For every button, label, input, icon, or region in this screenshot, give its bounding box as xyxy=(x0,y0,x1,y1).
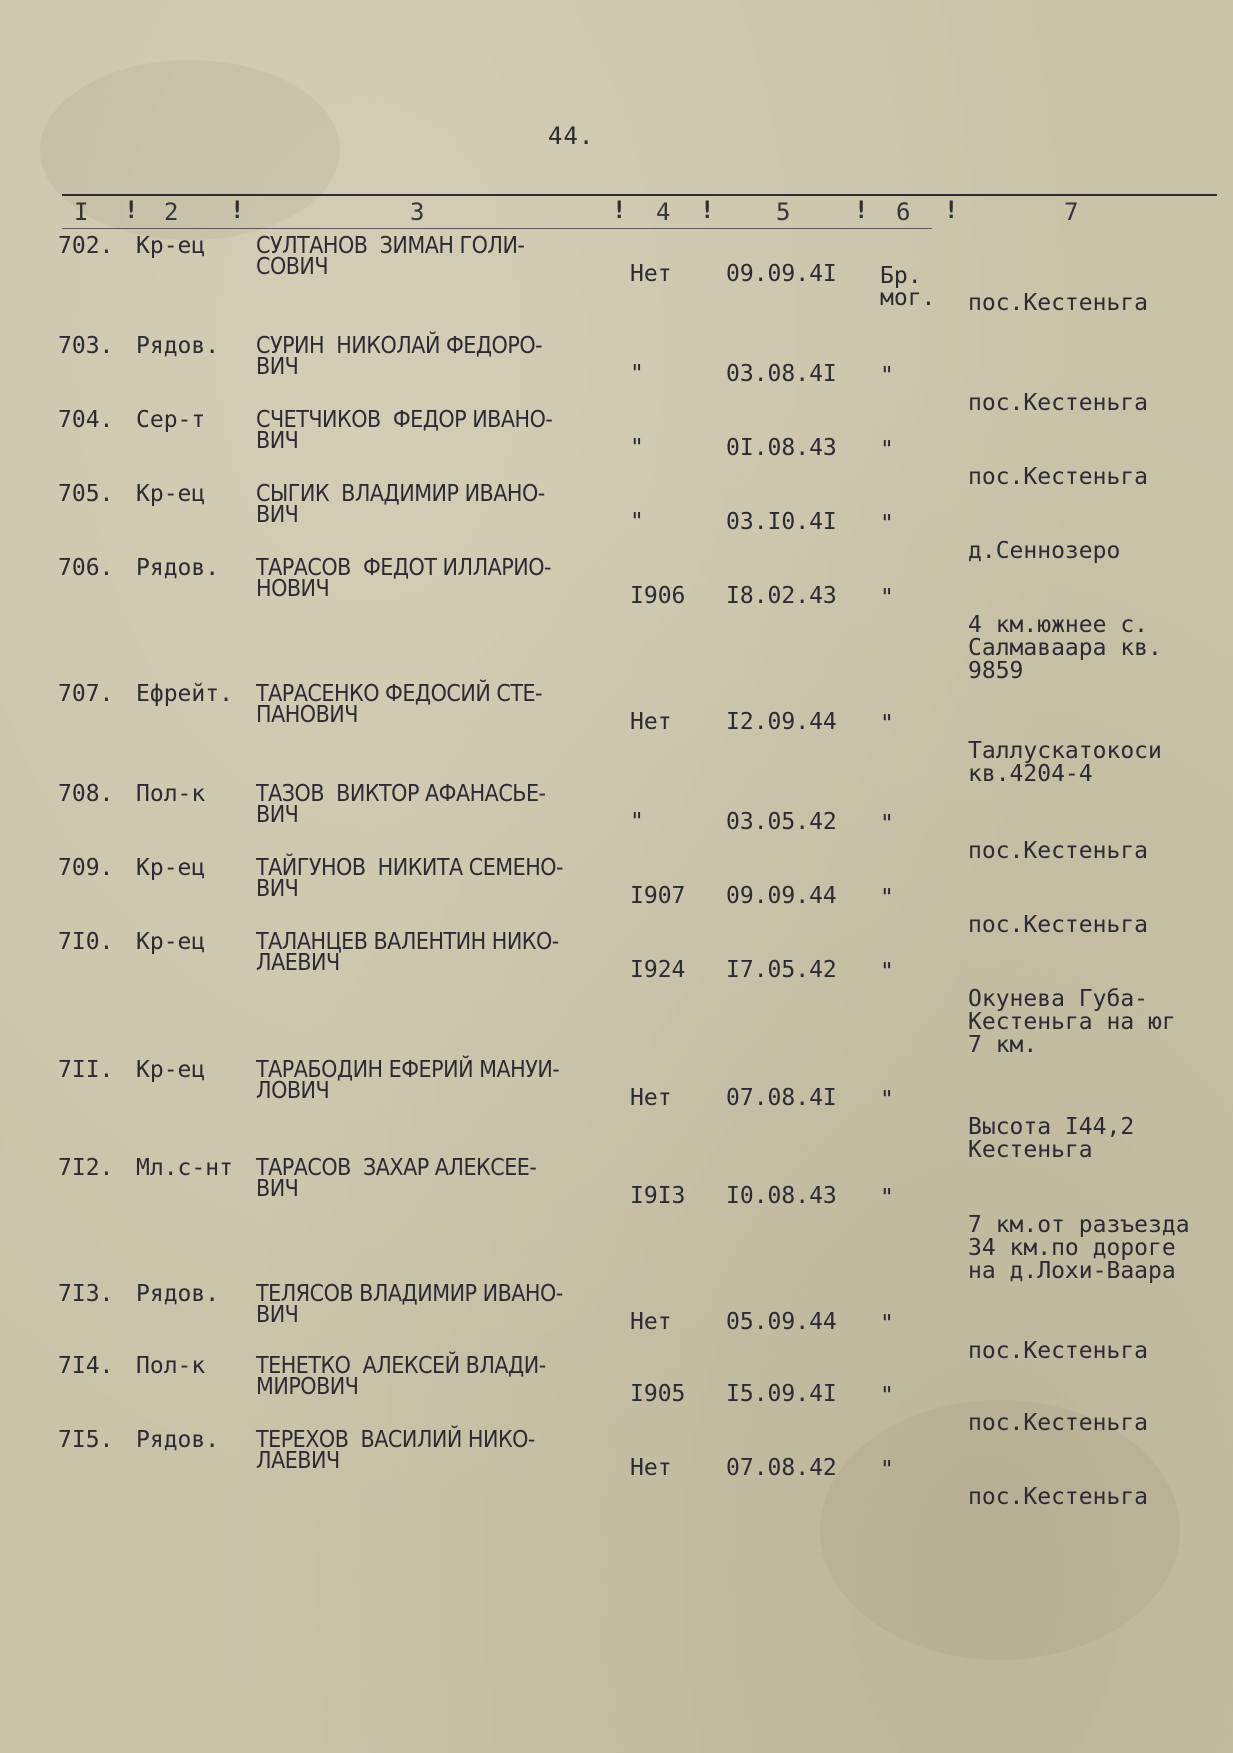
birth-year: I907 xyxy=(630,883,686,909)
death-date: 09.09.44 xyxy=(726,883,837,909)
burial-place-line: пос.Кестеньга xyxy=(968,838,1149,864)
record-number: 709. xyxy=(58,855,114,881)
burial-type: " xyxy=(880,511,894,537)
burial-type-line-2: мог. xyxy=(880,285,936,311)
burial-place-line: пос.Кестеньга xyxy=(968,464,1149,490)
military-rank: Кр-ец xyxy=(136,481,206,507)
military-rank: Кр-ец xyxy=(136,233,206,259)
military-rank: Кр-ец xyxy=(136,855,206,881)
record-number: 705. xyxy=(58,481,114,507)
burial-place-line: 7 км. xyxy=(968,1032,1038,1058)
birth-year: Нет xyxy=(630,709,672,735)
birth-year: I9I3 xyxy=(630,1183,686,1209)
column-separator: ! xyxy=(854,196,869,224)
military-rank: Сер-т xyxy=(136,407,206,433)
full-name-line-1: ТЕРЕХОВ ВАСИЛИЙ НИКО- xyxy=(256,1427,535,1453)
military-rank: Пол-к xyxy=(136,1353,206,1379)
column-separator: ! xyxy=(230,196,245,224)
burial-place-line: Кестеньга xyxy=(968,1137,1093,1163)
birth-year: Нет xyxy=(630,1455,672,1481)
death-date: I2.09.44 xyxy=(726,709,837,735)
burial-type: " xyxy=(880,363,894,389)
military-rank: Рядов. xyxy=(136,555,220,581)
birth-year: " xyxy=(630,361,644,387)
full-name-line-1: СУЛТАНОВ ЗИМАН ГОЛИ- xyxy=(256,233,525,259)
burial-place-line: д.Сеннозеро xyxy=(968,538,1121,564)
column-header-4: 4 xyxy=(656,198,671,226)
full-name-line-2: ВИЧ xyxy=(256,502,299,528)
full-name-line-2: МИРОВИЧ xyxy=(256,1374,359,1400)
full-name-line-1: ТАРАБОДИН ЕФЕРИЙ МАНУИ- xyxy=(256,1057,560,1083)
paper-stain xyxy=(820,1400,1180,1660)
burial-type: " xyxy=(880,437,894,463)
birth-year: " xyxy=(630,509,644,535)
military-rank: Мл.с-нт xyxy=(136,1155,233,1181)
record-number: 702. xyxy=(58,233,114,259)
burial-place-line: 7 км.от разъезда xyxy=(968,1212,1190,1238)
full-name-line-1: ТЕНЕТКО АЛЕКСЕЙ ВЛАДИ- xyxy=(256,1353,546,1379)
full-name-line-1: ТАРАСОВ ЗАХАР АЛЕКСЕЕ- xyxy=(256,1155,537,1181)
full-name-line-1: ТАЙГУНОВ НИКИТА СЕМЕНО- xyxy=(256,855,564,881)
burial-place-line: Кестеньга на юг xyxy=(968,1009,1176,1035)
full-name-line-2: СОВИЧ xyxy=(256,254,329,280)
birth-year: " xyxy=(630,809,644,835)
record-number: 703. xyxy=(58,333,114,359)
full-name-line-1: ТЕЛЯСОВ ВЛАДИМИР ИВАНО- xyxy=(256,1281,563,1307)
death-date: 07.08.4I xyxy=(726,1085,837,1111)
full-name-line-1: ТАЛАНЦЕВ ВАЛЕНТИН НИКО- xyxy=(256,929,559,955)
full-name-line-2: ПАНОВИЧ xyxy=(256,702,358,728)
full-name-line-2: ВИЧ xyxy=(256,354,299,380)
death-date: 09.09.4I xyxy=(726,261,837,287)
burial-place-line: пос.Кестеньга xyxy=(968,1410,1149,1436)
full-name-line-2: ВИЧ xyxy=(256,802,299,828)
full-name-line-2: НОВИЧ xyxy=(256,576,330,602)
column-header-3: 3 xyxy=(410,198,425,226)
column-header-7: 7 xyxy=(1064,198,1079,226)
full-name-line-1: СЧЕТЧИКОВ ФЕДОР ИВАНО- xyxy=(256,407,553,433)
birth-year: I924 xyxy=(630,957,686,983)
column-header-1: I xyxy=(74,198,89,226)
burial-type: " xyxy=(880,1185,894,1211)
column-separator: ! xyxy=(124,196,139,224)
full-name-line-2: ЛАЕВИЧ xyxy=(256,1448,340,1474)
burial-type: " xyxy=(880,1457,894,1483)
full-name-line-1: СУРИН НИКОЛАЙ ФЕДОРО- xyxy=(256,333,543,359)
birth-year: Нет xyxy=(630,1085,672,1111)
birth-year: Нет xyxy=(630,261,672,287)
record-number: 707. xyxy=(58,681,114,707)
death-date: 03.I0.4I xyxy=(726,509,837,535)
page-number: 44. xyxy=(548,122,595,150)
burial-place-line: пос.Кестеньга xyxy=(968,1484,1149,1510)
burial-type: " xyxy=(880,885,894,911)
burial-type: " xyxy=(880,811,894,837)
military-rank: Рядов. xyxy=(136,1281,220,1307)
burial-place-line: пос.Кестеньга xyxy=(968,290,1149,316)
death-date: I0.08.43 xyxy=(726,1183,837,1209)
record-number: 7I5. xyxy=(58,1427,114,1453)
record-number: 7II. xyxy=(58,1057,114,1083)
burial-place-line: 9859 xyxy=(968,658,1024,684)
death-date: I7.05.42 xyxy=(726,957,837,983)
military-rank: Рядов. xyxy=(136,1427,220,1453)
death-date: 0I.08.43 xyxy=(726,435,837,461)
full-name-line-1: СЫГИК ВЛАДИМИР ИВАНО- xyxy=(256,481,545,507)
record-number: 7I2. xyxy=(58,1155,114,1181)
full-name-line-2: ВИЧ xyxy=(256,428,299,454)
full-name-line-2: ЛАЕВИЧ xyxy=(256,950,340,976)
record-number: 7I4. xyxy=(58,1353,114,1379)
column-separator: ! xyxy=(944,196,959,224)
burial-place-line: пос.Кестеньга xyxy=(968,1338,1149,1364)
burial-type: " xyxy=(880,1087,894,1113)
birth-year: Нет xyxy=(630,1309,672,1335)
burial-place-line: пос.Кестеньга xyxy=(968,390,1149,416)
column-header-6: 6 xyxy=(896,198,911,226)
burial-type: " xyxy=(880,1383,894,1409)
military-rank: Ефрейт. xyxy=(136,681,233,707)
burial-place-line: Таллускатокоси xyxy=(968,738,1162,764)
column-separator: ! xyxy=(612,196,627,224)
burial-type: " xyxy=(880,711,894,737)
birth-year: I906 xyxy=(630,583,686,609)
full-name-line-2: ВИЧ xyxy=(256,1302,299,1328)
full-name-line-2: ЛОВИЧ xyxy=(256,1078,330,1104)
military-rank: Рядов. xyxy=(136,333,220,359)
burial-place-line: Высота I44,2 xyxy=(968,1114,1135,1140)
record-number: 7I3. xyxy=(58,1281,114,1307)
military-rank: Кр-ец xyxy=(136,929,206,955)
burial-place-line: 4 км.южнее с. xyxy=(968,612,1149,638)
full-name-line-2: ВИЧ xyxy=(256,876,299,902)
burial-place-line: Окунева Губа- xyxy=(968,986,1149,1012)
burial-type: Бр. xyxy=(880,263,922,289)
burial-place-line: 34 км.по дороге xyxy=(968,1235,1176,1261)
record-number: 706. xyxy=(58,555,114,581)
death-date: 03.08.4I xyxy=(726,361,837,387)
death-date: I5.09.4I xyxy=(726,1381,837,1407)
full-name-line-1: ТАРАСОВ ФЕДОТ ИЛЛАРИО- xyxy=(256,555,551,581)
burial-type: " xyxy=(880,959,894,985)
burial-place-line: пос.Кестеньга xyxy=(968,912,1149,938)
burial-place-line: кв.4204-4 xyxy=(968,761,1093,787)
military-rank: Кр-ец xyxy=(136,1057,206,1083)
record-number: 7I0. xyxy=(58,929,114,955)
death-date: 03.05.42 xyxy=(726,809,837,835)
burial-type: " xyxy=(880,1311,894,1337)
burial-place-line: на д.Лохи-Ваара xyxy=(968,1258,1176,1284)
column-header-5: 5 xyxy=(776,198,791,226)
column-header-2: 2 xyxy=(164,198,179,226)
death-date: 07.08.42 xyxy=(726,1455,837,1481)
death-date: I8.02.43 xyxy=(726,583,837,609)
record-number: 708. xyxy=(58,781,114,807)
birth-year: " xyxy=(630,435,644,461)
header-bottom-rule xyxy=(62,228,932,229)
burial-place-line: Салмаваара кв. xyxy=(968,635,1162,661)
death-date: 05.09.44 xyxy=(726,1309,837,1335)
full-name-line-2: ВИЧ xyxy=(256,1176,299,1202)
full-name-line-1: ТАРАСЕНКО ФЕДОСИЙ СТЕ- xyxy=(256,681,542,707)
birth-year: I905 xyxy=(630,1381,686,1407)
military-rank: Пол-к xyxy=(136,781,206,807)
record-number: 704. xyxy=(58,407,114,433)
full-name-line-1: ТАЗОВ ВИКТОР АФАНАСЬЕ- xyxy=(256,781,546,807)
burial-type: " xyxy=(880,585,894,611)
column-separator: ! xyxy=(700,196,715,224)
